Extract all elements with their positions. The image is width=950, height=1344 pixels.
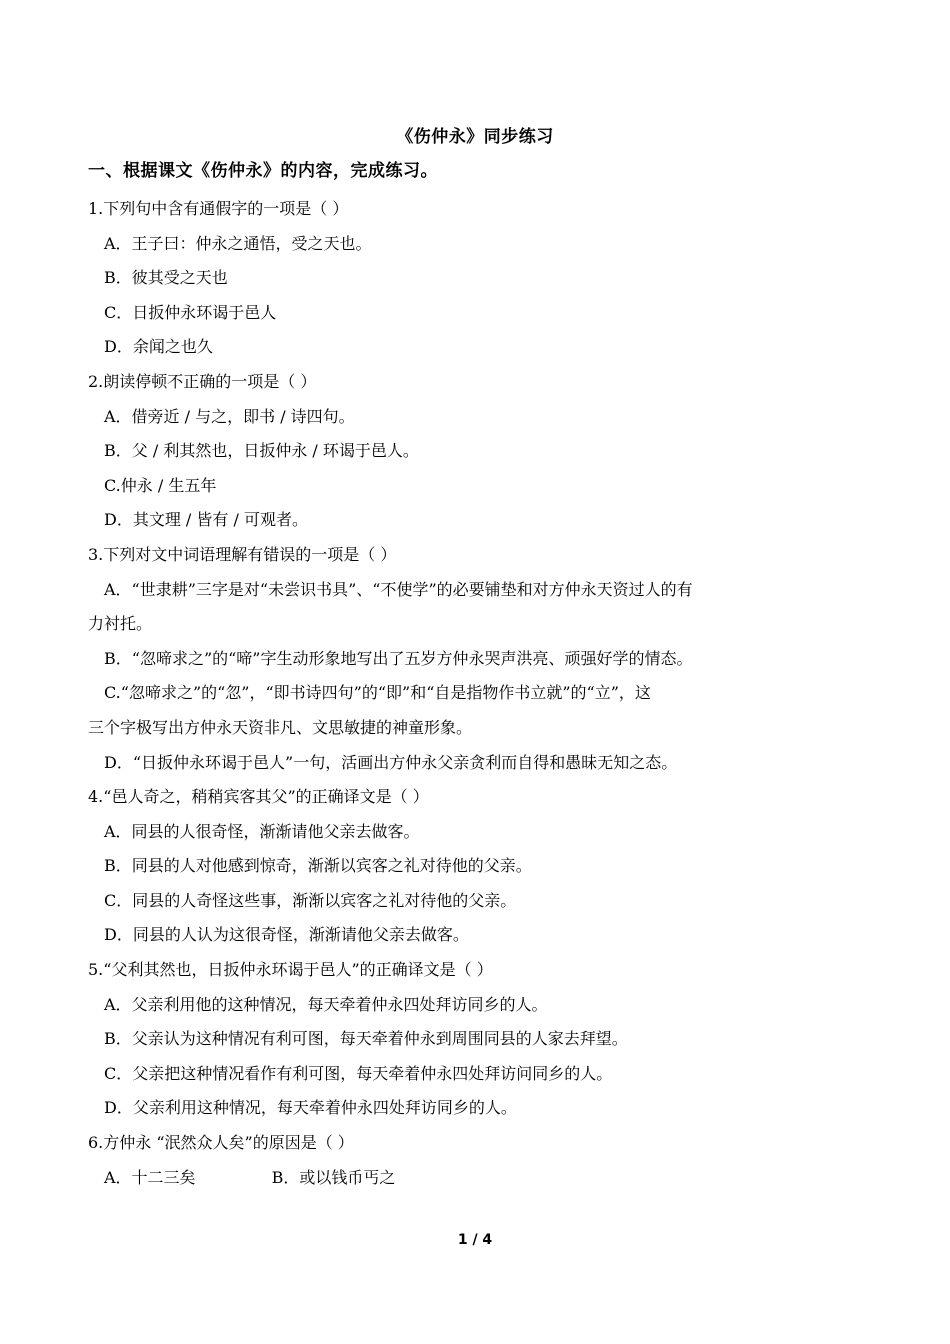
question-4-stem: 4.“邑人奇之，稍稍宾客其父”的正确译文是（ ） — [88, 787, 429, 807]
question-6-stem: 6.方仲永 “泯然众人矣”的原因是（ ） — [88, 1133, 354, 1153]
question-5-stem: 5.“父利其然也，日扳仲永环谒于邑人”的正确译文是（ ） — [88, 960, 493, 980]
question-6-option-b: B．或以钱币丐之 — [271, 1167, 396, 1187]
question-3-option-c: C.“忽啼求之”的“忽”，“即书诗四句”的“即”和“自是指物作书立就”的“立”，这 — [104, 683, 651, 703]
question-1-option-d: D．余闻之也久 — [104, 337, 213, 357]
question-3-option-b: B．“忽啼求之”的“啼”字生动形象地写出了五岁方仲永哭声洪亮、顽强好学的情态。 — [104, 648, 693, 668]
question-6-options-row — [88, 1161, 866, 1196]
question-3-option-d: D．“日扳仲永环谒于邑人”一句，活画出方仲永父亲贪利而自得和愚昧无知之态。 — [104, 752, 678, 772]
question-4-option-a: A．同县的人很奇怪，渐渐请他父亲去做客。 — [104, 821, 420, 841]
question-2-option-c: C.仲永 / 生五年 — [104, 475, 217, 495]
question-5-option-a: A．父亲利用他的这种情况，每天牵着仲永四处拜访同乡的人。 — [104, 994, 548, 1014]
question-2-option-b: B．父 / 利其然也，日扳仲永 / 环谒于邑人。 — [104, 441, 419, 461]
question-5-option-d: D．父亲利用这种情况，每天牵着仲永四处拜访同乡的人。 — [104, 1098, 517, 1118]
question-4-option-d: D．同县的人认为这很奇怪，渐渐请他父亲去做客。 — [104, 925, 469, 945]
document-title: 《伤仲永》同步练习 — [396, 127, 554, 147]
question-6-option-a: A．十二三矣 — [104, 1167, 196, 1187]
question-1-stem: 1.下列句中含有通假字的一项是（ ） — [88, 199, 349, 218]
question-1-option-a: A．王子曰：仲永之通悟，受之天也。 — [104, 233, 372, 253]
question-3-stem: 3.下列对文中词语理解有错误的一项是（ ） — [88, 544, 397, 564]
question-3-option-a-continued: 力衬托。 — [88, 614, 153, 634]
question-1-option-c: C．日扳仲永环谒于邑人 — [104, 302, 277, 322]
question-3-option-c-continued: 三个字极写出方仲永天资非凡、文思敏捷的神童形象。 — [88, 717, 473, 737]
question-3-option-a: A．“世隶耕”三字是对“未尝识书具”、“不使学”的必要铺垫和对方仲永天资过人的有 — [104, 579, 693, 599]
question-list — [88, 192, 866, 1195]
question-2-option-a: A．借旁近 / 与之，即书 / 诗四句。 — [104, 406, 355, 426]
page-number: 1 / 4 — [457, 1232, 493, 1248]
question-2-stem: 2.朗读停顿不正确的一项是（ ） — [88, 371, 317, 391]
question-4-option-b: B．同县的人对他感到惊奇，渐渐以宾客之礼对待他的父亲。 — [104, 856, 532, 876]
question-4-option-c: C．同县的人奇怪这些事，渐渐以宾客之礼对待他的父亲。 — [104, 890, 517, 910]
question-2-option-d: D．其文理 / 皆有 / 可观者。 — [104, 510, 308, 530]
question-5-option-c: C．父亲把这种情况看作有利可图，每天牵着仲永四处拜访问同乡的人。 — [104, 1063, 613, 1083]
section-heading: 一、根据课文《伤仲永》的内容，完成练习。 — [88, 161, 438, 181]
question-1-option-b: B．彼其受之天也 — [104, 268, 228, 288]
question-5-option-b: B．父亲认为这种情况有利可图，每天牵着仲永到周围同县的人家去拜望。 — [104, 1029, 628, 1049]
